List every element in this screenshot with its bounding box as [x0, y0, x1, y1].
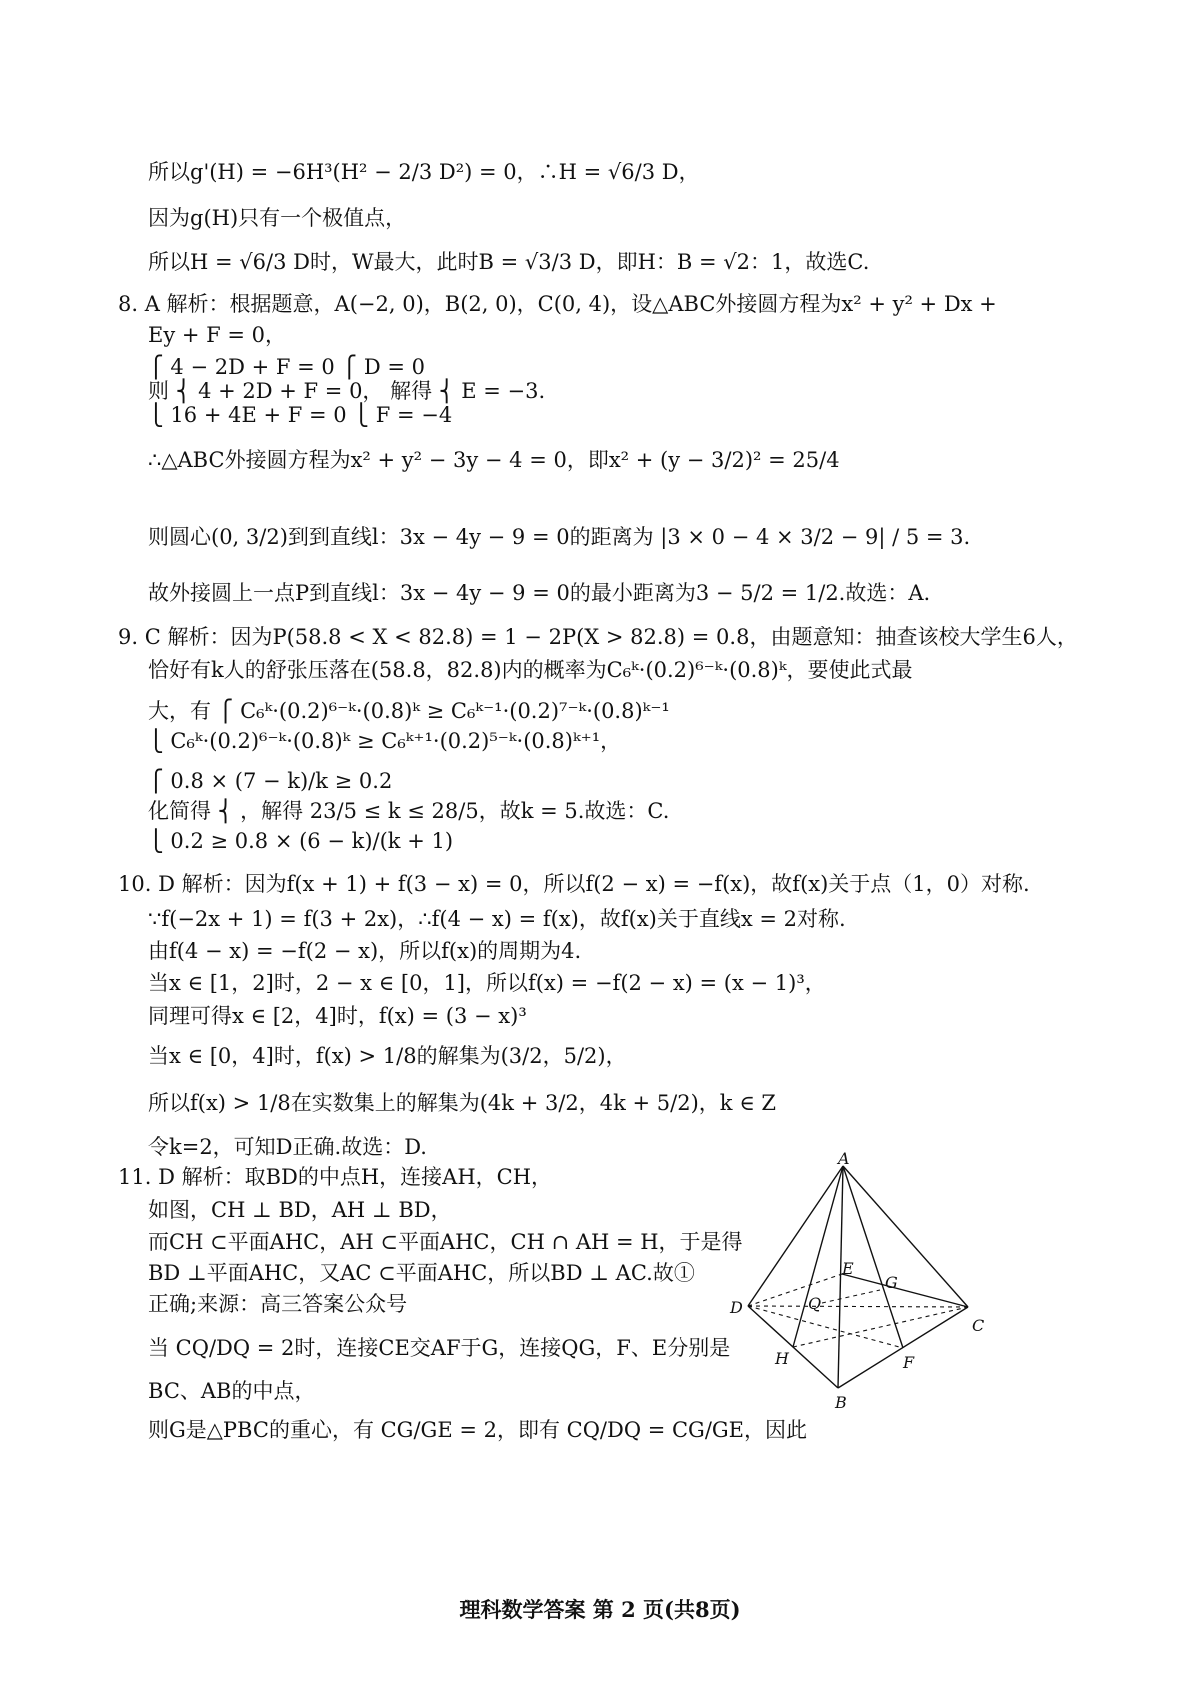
text-line-29: 而CH ⊂平面AHC，AH ⊂平面AHC，CH ∩ AH = H，于是得 — [148, 1230, 743, 1254]
text-line-23: 同理可得x ∈ [2，4]时，f(x) = (3 − x)³ — [148, 1004, 527, 1028]
label-C: C — [972, 1316, 985, 1335]
text-line-16: ⎧ 0.8 × (7 − k)/k ≥ 0.2 — [148, 769, 393, 793]
text-line-10: 则圆心(0, 3/2)到到直线l：3x − 4y − 9 = 0的距离为 |3 × 0 − 4 × 3/2 − 9| / 5 = 3. — [148, 525, 971, 549]
text-line-11: 故外接圆上一点P到直线l：3x − 4y − 9 = 0的最小距离为3 − 5/2 = 1/2.故选：A. — [148, 581, 931, 605]
text-line-34: 则G是△PBC的重心，有 CG/GE = 2，即有 CQ/DQ = CG/GE，因此 — [148, 1418, 808, 1442]
text-line-8: ⎩ 16 + 4E + F = 0 ⎩ F = −4 — [148, 403, 453, 427]
edge-AD — [748, 1166, 843, 1306]
text-line-28: 如图，CH ⊥ BD，AH ⊥ BD， — [148, 1198, 452, 1222]
page-footer: 理科数学答案 第 2 页(共8页) — [459, 1597, 741, 1622]
text-line-5: Ey + F = 0， — [148, 323, 287, 347]
text-line-3: 所以H = √6/3 D时，W最大，此时B = √3/3 D，即H：B = √2：1，故选C. — [148, 250, 870, 274]
label-B: B — [835, 1393, 847, 1412]
text-line-32: 当 CQ/DQ = 2时，连接CE交AF于G，连接QG，F、E分别是 — [148, 1336, 731, 1360]
label-G: G — [885, 1273, 898, 1292]
segment-AH — [793, 1166, 843, 1347]
text-line-4: 8. A 解析：根据题意，A(−2, 0)，B(2, 0)，C(0, 4)，设△ABC外接圆方程为x² + y² + Dx + — [118, 292, 997, 316]
label-Q: Q — [808, 1294, 822, 1313]
text-line-7: 则 ⎨ 4 + 2D + F = 0， 解得 ⎨ E = −3. — [148, 379, 546, 403]
segment-AF — [843, 1166, 903, 1348]
text-line-24: 当x ∈ [0，4]时，f(x) > 1/8的解集为(3/2，5/2)， — [148, 1044, 627, 1068]
text-line-19: 10. D 解析：因为f(x + 1) + f(3 − x) = 0，所以f(2 − x) = −f(x)，故f(x)关于点（1，0）对称. — [118, 872, 1030, 896]
text-line-17: 化简得 ⎨ ，解得 23/5 ≤ k ≤ 28/5，故k = 5.故选：C. — [148, 799, 670, 823]
text-line-9: ∴△ABC外接圆方程为x² + y² − 3y − 4 = 0，即x² + (y − 3/2)² = 25/4 — [148, 448, 840, 472]
text-line-14: 大，有 ⎧ C₆ᵏ·(0.2)⁶⁻ᵏ·(0.8)ᵏ ≥ C₆ᵏ⁻¹·(0.2)⁷⁻ᵏ·(0.8)ᵏ⁻¹ — [148, 699, 670, 723]
text-line-6: ⎧ 4 − 2D + F = 0 ⎧ D = 0 — [148, 355, 425, 379]
text-line-31: 正确;来源：高三答案公众号 — [148, 1292, 408, 1316]
text-line-13: 恰好有k人的舒张压落在(58.8，82.8)内的概率为C₆ᵏ·(0.2)⁶⁻ᵏ·(0.8)ᵏ，要使此式最 — [148, 658, 913, 682]
segment-QG-hidden — [822, 1290, 880, 1303]
label-E: E — [842, 1259, 854, 1278]
pyramid-figure — [720, 1150, 1000, 1420]
text-line-26: 令k=2，可知D正确.故选：D. — [148, 1135, 427, 1159]
text-line-25: 所以f(x) > 1/8在实数集上的解集为(4k + 3/2，4k + 5/2)，k ∈ Z — [148, 1091, 776, 1115]
text-line-15: ⎩ C₆ᵏ·(0.2)⁶⁻ᵏ·(0.8)ᵏ ≥ C₆ᵏ⁺¹·(0.2)⁵⁻ᵏ·(0.8)ᵏ⁺¹， — [148, 729, 622, 753]
text-line-1: 所以g'(H) = −6H³(H² − 2/3 D²) = 0，∴H = √6/3 D， — [148, 160, 700, 184]
label-F: F — [903, 1353, 915, 1372]
text-line-12: 9. C 解析：因为P(58.8 < X < 82.8) = 1 − 2P(X > 82.8) = 0.8，由题意知：抽查该校大学生6人， — [118, 625, 1078, 649]
text-line-27: 11. D 解析：取BD的中点H，连接AH，CH， — [118, 1165, 553, 1189]
edge-AC — [843, 1166, 968, 1307]
label-H: H — [775, 1349, 789, 1368]
segment-HC-hidden — [793, 1307, 968, 1347]
label-D: D — [730, 1298, 743, 1317]
segment-CE — [842, 1274, 968, 1307]
text-line-21: 由f(4 − x) = −f(2 − x)，所以f(x)的周期为4. — [148, 939, 582, 963]
text-line-20: ∵f(−2x + 1) = f(3 + 2x)，∴f(4 − x) = f(x)，故f(x)关于直线x = 2对称. — [148, 907, 846, 931]
text-line-33: BC、AB的中点， — [148, 1379, 316, 1403]
text-line-18: ⎩ 0.2 ≥ 0.8 × (6 − k)/(k + 1) — [148, 829, 454, 853]
segment-DE-hidden — [748, 1274, 842, 1306]
edge-DC-hidden — [748, 1306, 968, 1307]
label-A: A — [838, 1150, 850, 1168]
text-line-22: 当x ∈ [1，2]时，2 − x ∈ [0，1]，所以f(x) = −f(2 − x) = (x − 1)³， — [148, 971, 826, 995]
text-line-30: BD ⊥平面AHC，又AC ⊂平面AHC，所以BD ⊥ AC.故① — [148, 1261, 695, 1285]
text-line-2: 因为g(H)只有一个极值点， — [148, 206, 407, 230]
